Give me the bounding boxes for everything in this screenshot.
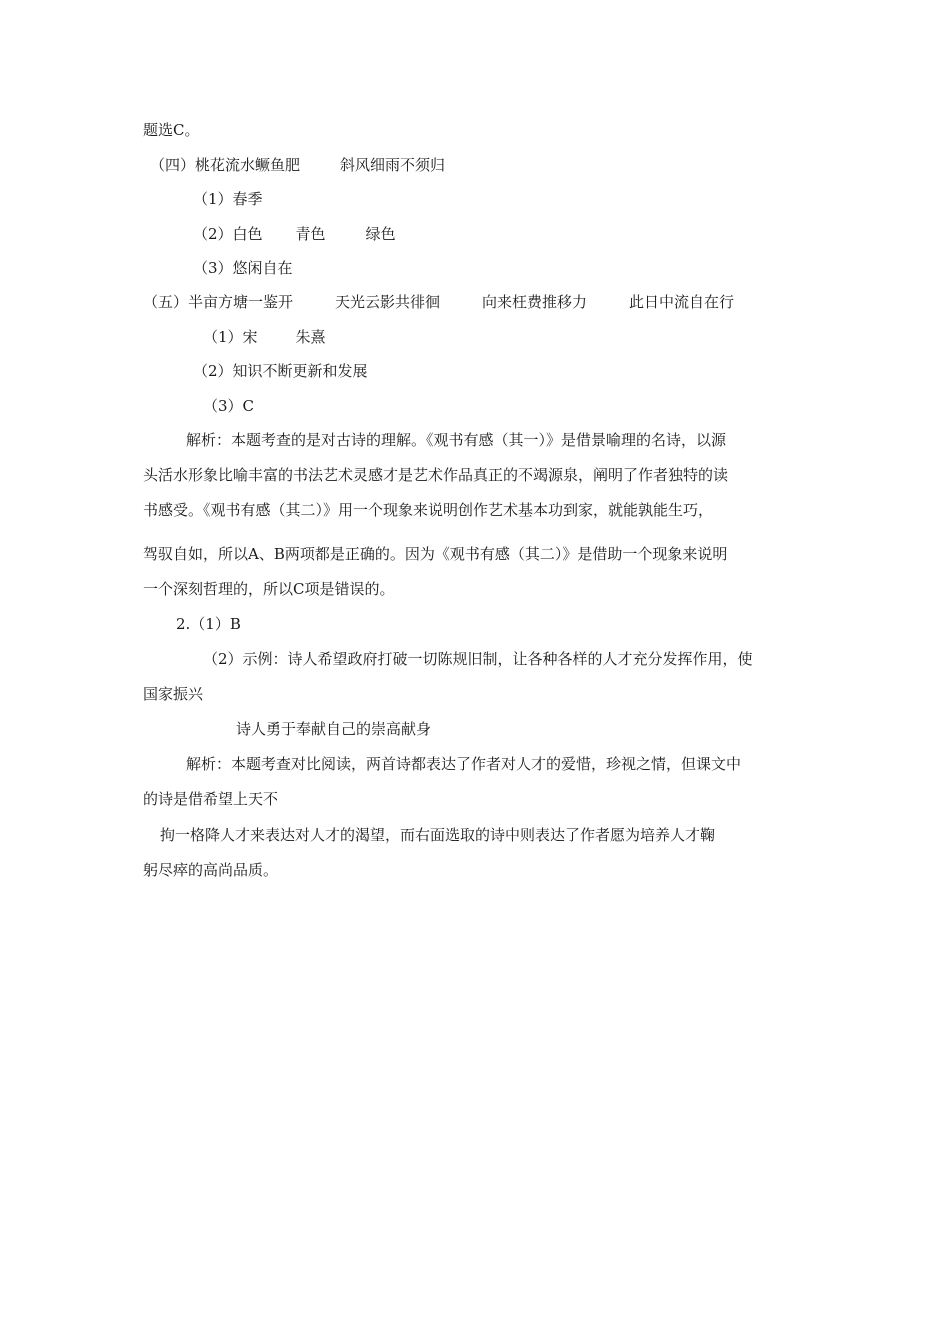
poem-line: （五）半亩方塘一鉴开 [143,293,294,311]
answer-line-5: （3）悠闲自在 [193,259,293,277]
answer-line-3: （1）春季 [193,190,263,208]
analysis-line: 头活水形象比喻丰富的书法艺术灵感才是艺术作品真正的不竭源泉，阐明了作者独特的读 [143,466,729,484]
answer-line-7 [203,327,326,347]
answer-line-6 [143,292,734,312]
poem-line: 向来枉费推移力 [482,293,588,311]
example-line: 诗人勇于奉献自己的崇高献身 [236,720,432,738]
answer-item: 绿色 [365,225,396,243]
analysis-line: 书感受。《观书有感（其二）》用一个现象来说明创作艺术基本功到家，就能孰能生巧， [143,501,714,519]
poem-line: 此日中流自在行 [629,293,735,311]
example-line: 国家振兴 [143,685,204,703]
answer-line-1: 题选C。 [143,121,200,139]
analysis-line: 一个深刻哲理的，所以C项是错误的。 [143,580,395,598]
question-2-line: 2.（1）B [176,615,241,633]
answer-item: 青色 [295,225,326,243]
analysis-line: 解析：本题考查对比阅读，两首诗都表达了作者对人才的爱惜，珍视之情，但课文中 [186,755,742,773]
analysis-line: 的诗是借希望上天不 [143,790,279,808]
answer-item: 朱熹 [295,328,326,346]
example-line: （2）示例：诗人希望政府打破一切陈规旧制，让各种各样的人才充分发挥作用，使 [203,650,753,668]
poem-line: 天光云影共徘徊 [335,293,441,311]
answer-line-4 [193,224,396,244]
answer-item: （1）宋 [203,328,258,346]
answer-line-8: （2）知识不断更新和发展 [193,362,368,380]
analysis-line: 驾驭自如，所以A、B两项都是正确的。因为《观书有感（其二）》是借助一个现象来说明 [143,545,728,563]
answer-item: （2）白色 [193,225,263,243]
analysis-line: 解析：本题考查的是对古诗的理解。《观书有感（其一）》是借景喻理的名诗，以源 [186,431,727,449]
answer-line-9: （3）C [203,397,255,415]
answer-line-2 [150,155,445,175]
analysis-line: 拘一格降人才来表达对人才的渴望，而右面选取的诗中则表达了作者愿为培养人才鞠 [160,826,716,844]
analysis-line: 躬尽瘁的高尚品质。 [143,861,279,879]
poem-line: （四）桃花流水鳜鱼肥 [150,156,301,174]
poem-line: 斜风细雨不须归 [340,156,446,174]
